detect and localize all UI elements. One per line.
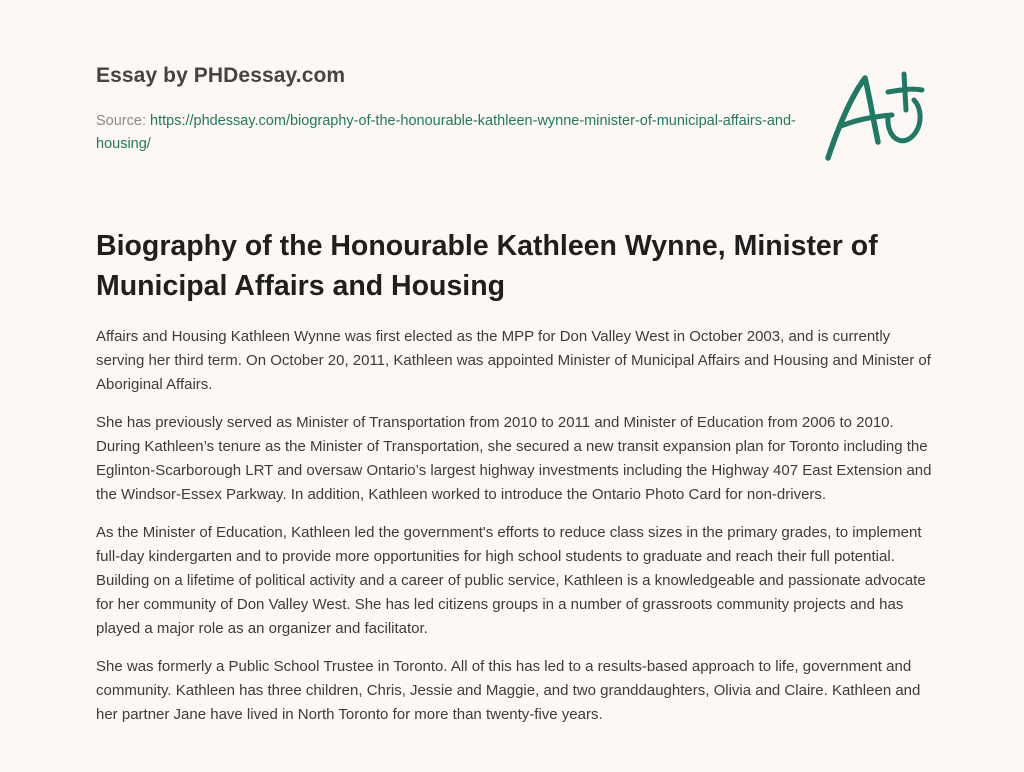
a-plus-logo-icon xyxy=(818,66,930,166)
paragraph-4: She was formerly a Public School Trustee in Toronto. All of this has led to a results-based approach to life, government and community. Kathleen has three children, Chris, Jessie and Maggie, and two granddaughters, Olivia and Claire. Kathleen and her partner Jane have lived in North Toronto for more than twenty-five years. xyxy=(96,658,921,723)
page-header xyxy=(96,64,796,156)
article-title: Biography of the Honourable Kathleen Wynne, Minister of Municipal Affairs and Housing xyxy=(96,230,878,302)
paragraph-3: As the Minister of Education, Kathleen led the government's efforts to reduce class sizes in the primary grades, to implement full-day kindergarten and to provide more opportunities for high school students to graduate and reach their full potential. Building on a lifetime of political activity and a career of public service, Kathleen is a knowledgeable and passionate advocate for her community of Don Valley West. She has led citizens groups in a number of grassroots community projects and has played a major role as an organizer and facilitator. xyxy=(96,524,926,637)
source-link[interactable]: https://phdessay.com/biography-of-the-honourable-kathleen-wynne-minister-of-municipal-affairs-and-housing/ xyxy=(96,113,796,152)
site-title: Essay by PHDessay.com xyxy=(96,64,346,87)
paragraph-1: Affairs and Housing Kathleen Wynne was first elected as the MPP for Don Valley West in October 2003, and is currently serving her third term. On October 20, 2011, Kathleen was appointed Minister of Municipal Affairs and Housing and Minister of Aboriginal Affairs. xyxy=(96,328,931,393)
article-body xyxy=(96,325,932,741)
paragraph-2: She has previously served as Minister of Transportation from 2010 to 2011 and Minister of Education from 2006 to 2010. During Kathleen’s tenure as the Minister of Transportation, she secured a new transit expansion plan for Toronto including the Eglinton-Scarborough LRT and oversaw Ontario’s largest highway investments including the Highway 407 East Extension and the Windsor-Essex Parkway. In addition, Kathleen worked to introduce the Ontario Photo Card for non-drivers. xyxy=(96,414,932,503)
source-label: Source: xyxy=(96,113,146,129)
source-line xyxy=(96,110,796,156)
